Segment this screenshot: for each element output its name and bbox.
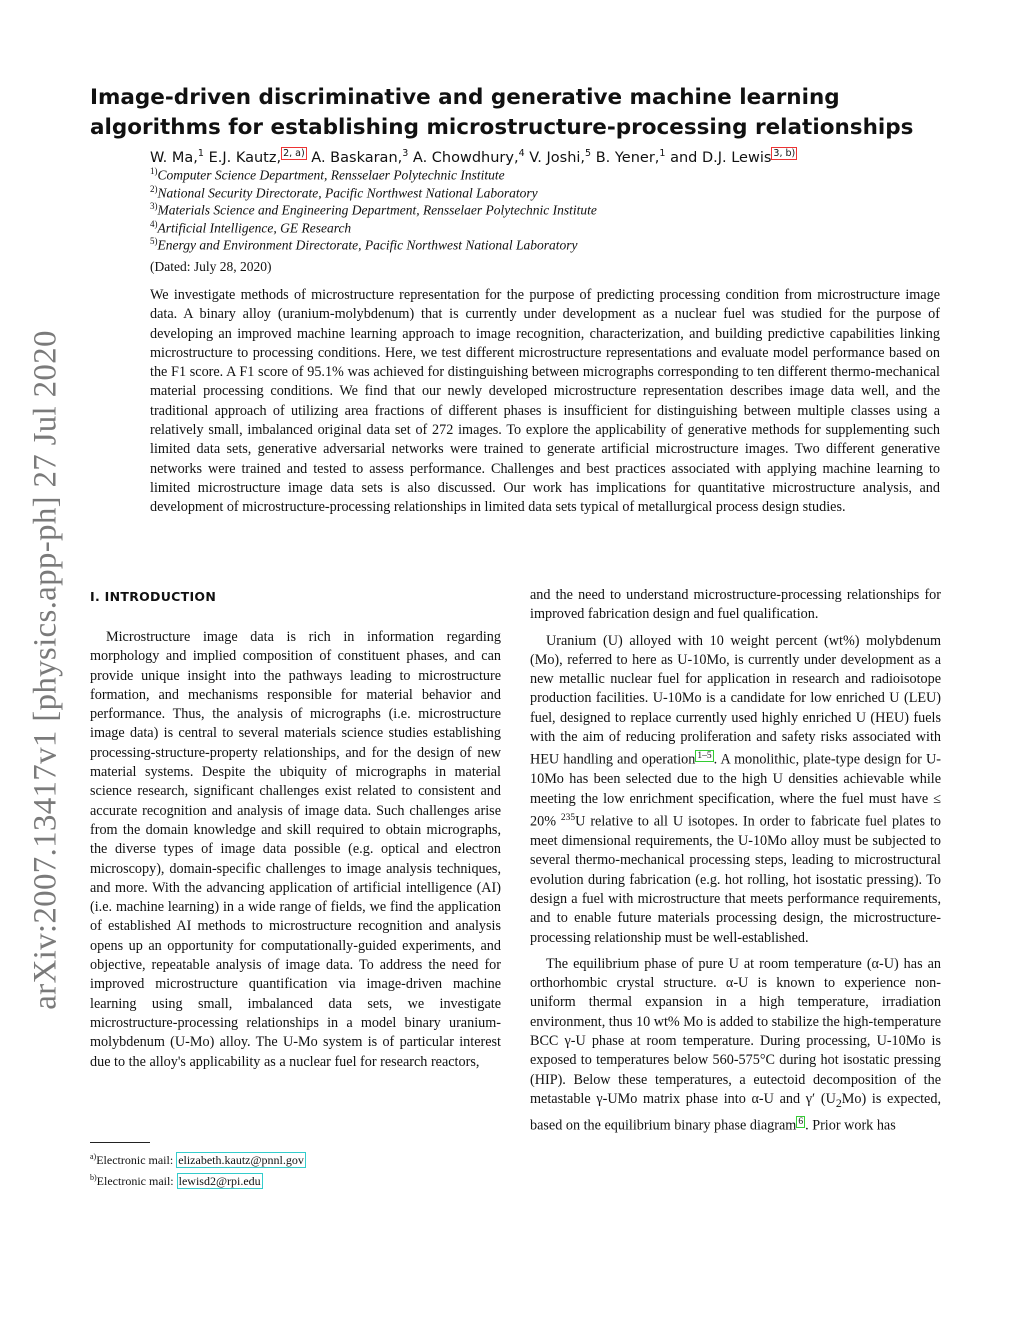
- date-line: (Dated: July 28, 2020): [150, 259, 272, 274]
- paragraph: The equilibrium phase of pure U at room temperature (α-U) has an orthorhombic crystal structure. α-U is known to experience non-uniform thermal expansion in a high temperature, irradiation environment, thus 10 wt% Mo is added to stabilize the high-temperature BCC γ-U phase at room temperature. During processing, U-10Mo is exposed to temperatures below 560-575°C during hot isostatic pressing (HIP). Below these temperatures, a eutectoid decomposition of the metastable γ-UMo matrix phase into α-U and γ′ $(U_2Mo)$ is expected, based on the equilibrium binary phase diagram $^6$ . Prior work has: [530, 955, 941, 1134]
- author: V. Joshi,$^5$: [529, 148, 592, 166]
- footnote: $^{b)}$Electronic mail: lewisd2@rpi.edu: [90, 1173, 261, 1188]
- affiliation: $^{5)}$Energy and Environment Directorate, Pacific Northwest National Laboratory: [150, 236, 578, 253]
- author: B. Yener,$^1$: [595, 148, 666, 166]
- affiliation: $^{1)}$Computer Science Department, Rensselaer Polytechnic Institute: [150, 166, 505, 183]
- arxiv-sidebar-stamp: [22, 300, 70, 1040]
- author: and D.J. Lewis $^{3, b)}$: [670, 148, 796, 166]
- footnote-link[interactable]: 2, a): [283, 148, 305, 159]
- author: A. Chowdhury,$^4$: [412, 148, 525, 166]
- footnote: $^{a)}$Electronic mail: elizabeth.kautz@pnnl.gov: [90, 1152, 304, 1167]
- author: W. Ma,$^1$: [150, 148, 204, 166]
- left-column: [90, 628, 501, 1072]
- author: E.J. Kautz, $^{2, a)}$: [208, 148, 305, 166]
- affiliation: $^{4)}$Artificial Intelligence, GE Research: [150, 218, 352, 236]
- paragraph: and the need to understand microstructure-processing relationships for improved fabrication design and fuel qualification.: [530, 587, 941, 623]
- email-link[interactable]: lewisd2@rpi.edu: [178, 1174, 261, 1188]
- right-column: [530, 586, 941, 1136]
- footnote-divider: [90, 1142, 150, 1143]
- affiliations: [150, 163, 930, 251]
- author: A. Baskaran,$^3$: [311, 148, 409, 166]
- paragraph: Uranium (U) alloyed with 10 weight percent (wt%) molybdenum (Mo), referred to here as U-10Mo, is currently under development as a new metallic nuclear fuel for application in research and radioisotope production facilities. U-10Mo is a candidate for low enriched U (LEU) fuel, designed to replace currently used highly enriched U (HEU) fuels with the aim of reducing proliferation and safety risks associated with HEU handling and operation $^{1-5}$ . A monolithic, plate-type design for U-10Mo has been selected due to the high U densities achievable while meeting the low enrichment specification, where the fuel must have ≤ 20% $^{235}$U relative to all U isotopes. In order to fabricate fuel plates to meet dimensional requirements, the U-10Mo alloy must be subjected to several thermo-mechanical processing steps, leading to microstructural evolution during fabrication (e.g. hot rolling, hot isostatic pressing). To design a fuel with microstructure that meets performance requirements, and to enable future materials processing design, the microstructure-processing relationship must be well-established.: [530, 632, 941, 946]
- arxiv-id: arXiv:2007.13417v1 [physics.app-ph] 27 Jul 2020: [27, 330, 64, 1010]
- email-link[interactable]: elizabeth.kautz@pnnl.gov: [178, 1153, 304, 1167]
- paragraph: Microstructure image data is rich in information regarding morphology and implied composition of constituent phases, and can provide unique insight into the pathways leading to microstructure formation, and mechanisms responsible for material behavior and performance. Thus, the analysis of micrographs (i.e. microstructure image data) is central to several materials science studies establishing processing-structure-property relationships, and for the design of new material systems. Despite the ubiquity of micrographs in material science research, significant challenges exist related to consistent and accurate recognition and analysis of image data. Such challenges arise from the domain knowledge and skill required to obtain micrographs, the diverse types of image data possible (e.g. optical and electron microscopy), domain-specific challenges to image analysis techniques, and more. With the advancing application of artificial intelligence (AI) (i.e. machine learning) in a wide range of fields, we find the application of established AI methods to microstructure recognition and analysis opens up an opportunity for computationally-guided experiments, and objective, repeatable analysis of image data. To address the need for improved microstructure quantification via image-driven machine learning using small, imbalanced data sets, we investigate microstructure-processing relationships in a model binary uranium-molybdenum (U-Mo) alloy. The U-Mo system is of particular interest due to the alloy's applicability as a nuclear fuel for research reactors,: [90, 629, 501, 1070]
- citation-link[interactable]: 1–5: [697, 751, 712, 762]
- footnotes: [90, 1148, 306, 1190]
- paper-title: Image-driven discriminative and generative machine learning algorithms for establishing microstructure-processing relationships: [90, 85, 914, 140]
- section-heading: I. INTRODUCTION: [90, 589, 217, 604]
- abstract: We investigate methods of microstructure representation for the purpose of predicting processing condition from microstructure image data. A binary alloy (uranium-molybdenum) that is currently under development as a nuclear fuel was studied for the purpose of developing an improved machine learning approach to image recognition, characterization, and building predictive capabilities linking microstructure to processing conditions. Here, we test different microstructure representations and evaluate model performance based on the F1 score. A F1 score of 95.1% was achieved for distinguishing between micrographs corresponding to ten different thermo-mechanical material processing conditions. We find that our newly developed microstructure representation describes image data well, and the traditional approach of utilizing area fractions of different phases is insufficient for distinguishing between multiple classes using a relatively small, imbalanced original data set of 272 images. To explore the applicability of generative methods for supplementing such limited data sets, generative adversarial networks were trained to generate artificial microstructure images. Two different generative networks were trained and tested to assess performance. Challenges and best practices associated with applying machine learning to limited microstructure image data sets is also discussed. Our work has implications for quantitative microstructure analysis, and development of microstructure-processing relationships in limited data sets typical of metallurgical process design studies.: [150, 287, 940, 516]
- citation-link[interactable]: 6: [798, 1117, 804, 1128]
- affiliation: $^{2)}$National Security Directorate, Pacific Northwest National Laboratory: [150, 183, 538, 201]
- footnote-link[interactable]: 3, b): [773, 148, 796, 159]
- affiliation: $^{3)}$Materials Science and Engineering Department, Rensselaer Polytechnic Institute: [150, 201, 597, 218]
